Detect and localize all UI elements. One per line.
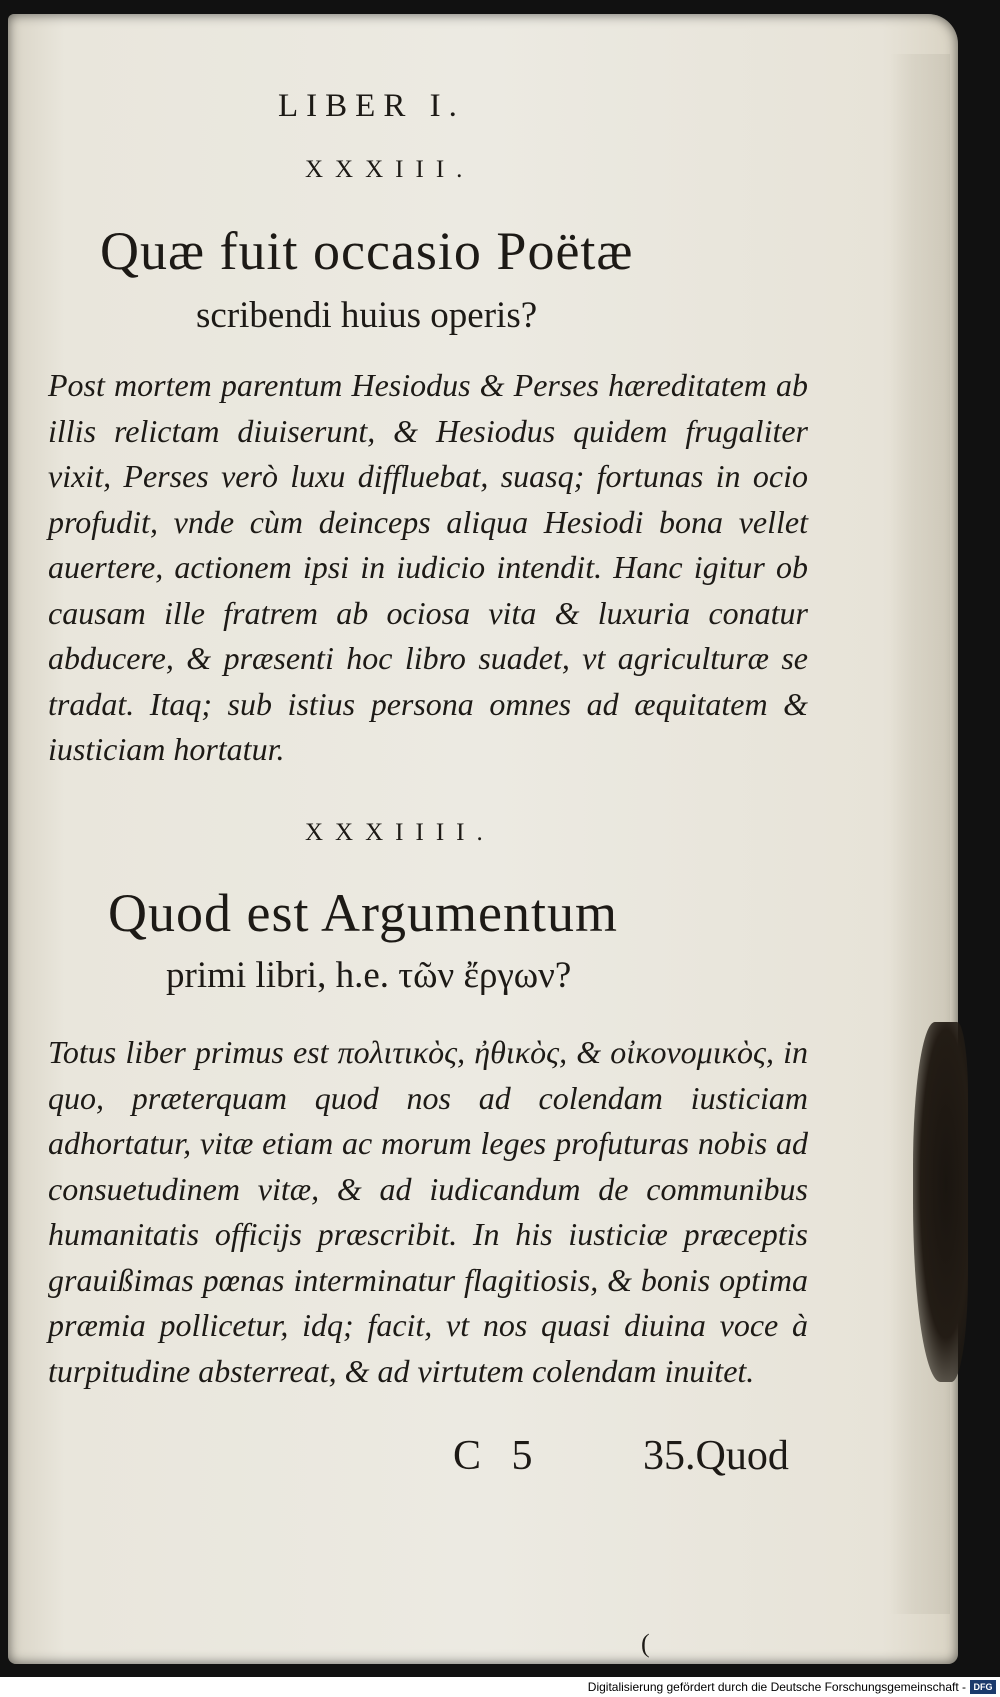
section-heading: Quæ fuit occasio Poëtæ (100, 221, 634, 281)
footer-text: Digitalisierung gefördert durch die Deutsche Forschungsgemeinschaft - (587, 1680, 966, 1694)
section-heading-line2: scribendi huius operis? (196, 295, 538, 336)
section-body: Totus liber primus est πολιτικὸς, ἠθικὸς, & οἰκονομικὸς, in quo, præterquam quod nos ad colendam iusticiam adhortatur, vitæ etiam ac morum leges profuturas nobis ad consuetudinem vitæ, & ad iudicandum de communibus humanitatis officijs præscribit. In his iusticiæ præceptis grauißimas pœnas interminatur flagitiosis, & bonis optima præmia pollicetur, idq; facit, vt nos quasi diuina voce à turpitudine absterreat, & ad virtutem colendam inuitet. (48, 1034, 808, 1389)
digitization-footer (0, 1677, 1000, 1697)
bottom-mark: ( (641, 1629, 650, 1658)
section-heading: Quod est Argumentum (108, 883, 618, 943)
section-body: Post mortem parentum Hesiodus & Perses hæreditatem ab illis relictam diuiserunt, & Hesiodus quidem frugaliter vixit, Perses verò luxu diffluebat, suasq; fortunas in ocio profudit, vnde cùm deinceps aliqua Hesiodi bona vellet auertere, actionem ipsi in iudicio intendit. Hanc igitur ob causam ille fratrem ab ociosa vita & luxuria conatur abducere, & præsenti hoc libro suadet, vt agriculturæ se tradat. Itaq; sub istius persona omnes ad æquitatem & iusticiam hortatur. (48, 367, 808, 767)
running-head: LIBER I. (278, 88, 465, 124)
book-page (8, 14, 958, 1664)
section-number: XXXIIII. (305, 819, 495, 846)
section-number: XXXIII. (305, 156, 475, 183)
ink-stain (913, 1022, 968, 1382)
catchword: 35.Quod (643, 1433, 789, 1479)
section-heading-line2: primi libri, h.e. τῶν ἔργων? (166, 955, 572, 996)
signature-mark: C 5 (453, 1433, 543, 1479)
dfg-logo: DFG (970, 1680, 996, 1694)
